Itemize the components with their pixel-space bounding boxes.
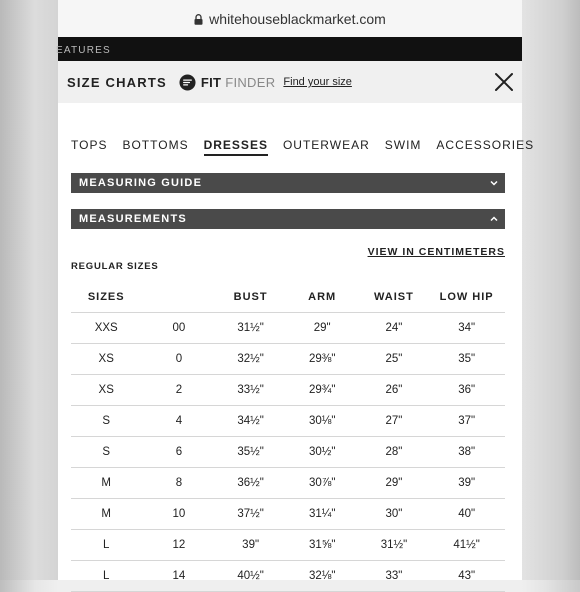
backdrop-right — [522, 0, 580, 580]
cell-arm: 29⅜" — [285, 344, 360, 375]
cell-low-hip: 38" — [428, 437, 505, 468]
cell-low-hip: 39" — [428, 468, 505, 499]
table-row — [71, 468, 505, 499]
cell-arm: 29¾" — [285, 375, 360, 406]
cell-waist: 27" — [360, 406, 429, 437]
table-header-row — [71, 281, 505, 313]
cell-arm: 31⅝" — [285, 530, 360, 561]
lock-icon — [194, 14, 203, 25]
url-text: whitehouseblackmarket.com — [209, 10, 386, 27]
fit-finder-label[interactable] — [201, 75, 276, 90]
cell-waist: 30" — [360, 499, 429, 530]
cell-waist: 28" — [360, 437, 429, 468]
header-low-hip: LOW HIP — [439, 290, 494, 303]
cell-low-hip: 34" — [428, 313, 505, 344]
table-row — [71, 530, 505, 561]
cell-low-hip: 37" — [428, 406, 505, 437]
cell-bust: 39" — [216, 530, 284, 561]
cell-arm: 30⅛" — [285, 406, 360, 437]
browser-url-bar[interactable] — [58, 0, 522, 37]
cell-low-hip: 43" — [428, 561, 505, 592]
cell-arm: 30⅞" — [285, 468, 360, 499]
cell-arm: 32⅛" — [285, 561, 360, 592]
tab-bottoms[interactable]: BOTTOMS — [122, 138, 189, 152]
cell-size: M — [71, 499, 141, 530]
cell-low-hip: 40" — [428, 499, 505, 530]
cell-numeric: 4 — [141, 406, 216, 437]
cell-size: XS — [71, 344, 141, 375]
cell-arm: 30½" — [285, 437, 360, 468]
cell-waist: 24" — [360, 313, 429, 344]
cell-bust: 31½" — [216, 313, 284, 344]
fit-finder-logo-icon — [179, 74, 196, 91]
tab-dresses[interactable]: DRESSES — [204, 138, 268, 156]
fit-label-light: FINDER — [225, 74, 276, 90]
cell-size: S — [71, 437, 141, 468]
table-row — [71, 561, 505, 592]
cell-numeric: 00 — [141, 313, 216, 344]
find-your-size-link[interactable]: Find your size — [283, 76, 352, 88]
cell-numeric: 0 — [141, 344, 216, 375]
cell-waist: 33" — [360, 561, 429, 592]
cell-arm: 29" — [285, 313, 360, 344]
table-row — [71, 499, 505, 530]
view-in-centimeters-link[interactable]: VIEW IN CENTIMETERS — [367, 246, 505, 258]
cell-size: XXS — [71, 313, 141, 344]
cell-bust: 32½" — [216, 344, 284, 375]
header-waist: WAIST — [374, 290, 414, 303]
cell-low-hip: 36" — [428, 375, 505, 406]
tab-accessories[interactable]: ACCESSORIES — [436, 138, 535, 152]
cell-numeric: 6 — [141, 437, 216, 468]
cell-size: L — [71, 530, 141, 561]
cell-bust: 40½" — [216, 561, 284, 592]
cell-bust: 36½" — [216, 468, 284, 499]
cell-waist: 31½" — [360, 530, 429, 561]
regular-sizes-label: REGULAR SIZES — [71, 261, 159, 272]
tab-outerwear[interactable]: OUTERWEAR — [282, 138, 370, 152]
modal-header — [58, 61, 522, 103]
site-banner — [58, 37, 522, 61]
measurements-label: MEASUREMENTS — [79, 213, 187, 225]
cell-size: S — [71, 406, 141, 437]
table-row — [71, 375, 505, 406]
chevron-up-icon — [490, 215, 498, 223]
backdrop-left — [0, 0, 58, 580]
header-sizes: SIZES — [87, 290, 125, 303]
tab-swim[interactable]: SWIM — [384, 138, 422, 152]
category-tabs — [71, 138, 549, 156]
cell-waist: 25" — [360, 344, 429, 375]
header-numeric-size — [141, 281, 216, 313]
measuring-guide-accordion[interactable] — [71, 173, 505, 193]
cell-numeric: 14 — [141, 561, 216, 592]
cell-numeric: 2 — [141, 375, 216, 406]
table-row — [71, 406, 505, 437]
header-arm: ARM — [308, 290, 337, 303]
cell-size: L — [71, 561, 141, 592]
table-row — [71, 344, 505, 375]
tab-tops[interactable]: TOPS — [71, 138, 108, 152]
cell-low-hip: 35" — [428, 344, 505, 375]
phone-screen — [56, 0, 535, 582]
table-row — [71, 437, 505, 468]
cell-waist: 26" — [360, 375, 429, 406]
banner-text: EATURES — [56, 45, 111, 56]
cell-numeric: 8 — [141, 468, 216, 499]
size-chart-table — [71, 281, 505, 592]
close-icon[interactable] — [494, 72, 514, 92]
cell-arm: 31¼" — [285, 499, 360, 530]
cell-bust: 33½" — [216, 375, 284, 406]
cell-numeric: 10 — [141, 499, 216, 530]
cell-numeric: 12 — [141, 530, 216, 561]
cell-size: XS — [71, 375, 141, 406]
fit-label-bold: FIT — [200, 74, 222, 90]
cell-bust: 37½" — [216, 499, 284, 530]
measurements-accordion[interactable] — [71, 209, 505, 229]
table-row — [71, 313, 505, 344]
header-bust: BUST — [233, 290, 268, 303]
cell-size: M — [71, 468, 141, 499]
cell-bust: 34½" — [216, 406, 284, 437]
cell-waist: 29" — [360, 468, 429, 499]
cell-low-hip: 41½" — [428, 530, 505, 561]
measuring-guide-label: MEASURING GUIDE — [79, 177, 203, 189]
modal-title: SIZE CHARTS — [67, 74, 167, 90]
chevron-down-icon — [490, 179, 498, 187]
cell-bust: 35½" — [216, 437, 284, 468]
